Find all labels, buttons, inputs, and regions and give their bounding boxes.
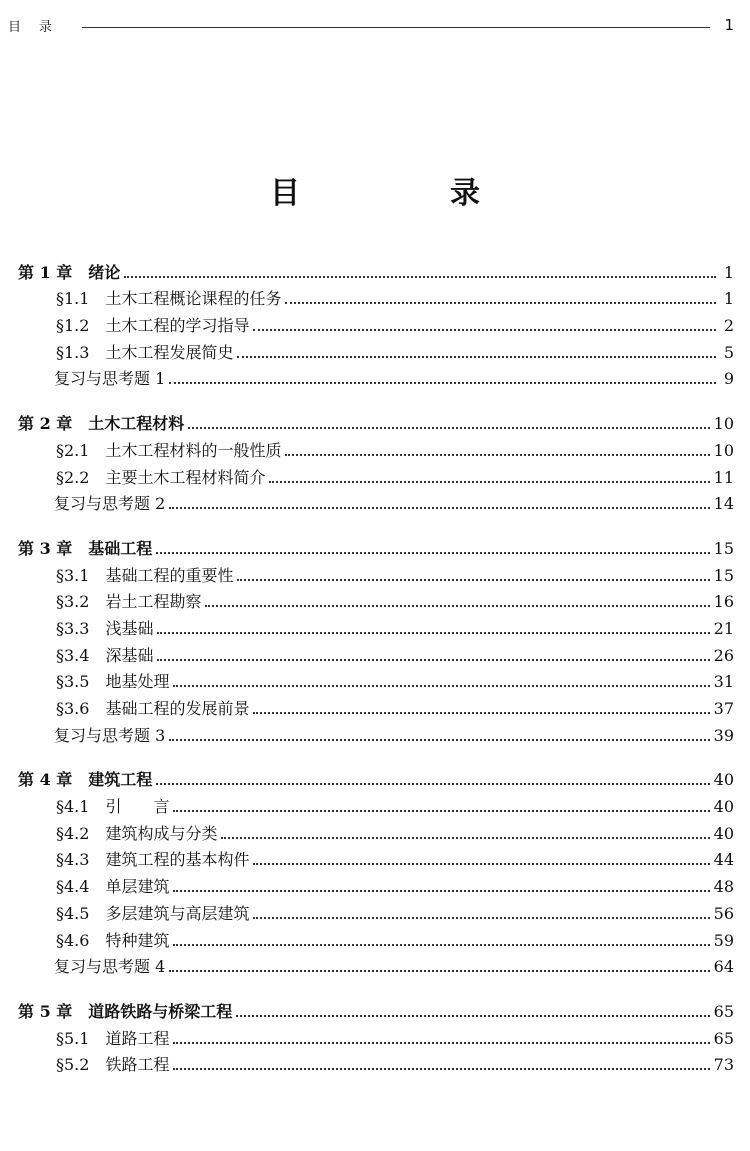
toc-entry-page: 21 [713, 618, 734, 638]
section-entry[interactable] [18, 434, 734, 461]
chapter-block [18, 407, 734, 514]
toc-entry-page: 56 [713, 903, 734, 923]
toc-entry-label: §1.2 土木工程的学习指导 [56, 316, 250, 336]
toc-entry-label: §3.1 基础工程的重要性 [56, 565, 234, 585]
toc-entry-page: 1 [723, 262, 734, 282]
toc-entry-label: §3.4 深基础 [56, 645, 154, 665]
dot-leader [169, 739, 709, 741]
dot-leader [173, 1068, 709, 1070]
toc-entry-page: 40 [713, 770, 734, 790]
dot-leader [169, 970, 709, 972]
dot-leader [157, 659, 709, 661]
toc-entry-label: 第 5 章 道路铁路与桥梁工程 [18, 1001, 233, 1021]
section-entry[interactable] [18, 461, 734, 488]
toc-entry-label: 第 1 章 绪论 [18, 262, 121, 282]
dot-leader [156, 552, 709, 554]
toc-entry-page: 11 [713, 467, 734, 487]
dot-leader [253, 863, 709, 865]
dot-leader [269, 481, 709, 483]
dot-leader [221, 837, 709, 839]
toc-entry-page: 10 [713, 440, 734, 460]
dot-leader [205, 605, 709, 607]
section-entry[interactable] [18, 692, 734, 719]
page-title: 目 录 [270, 176, 540, 211]
toc-entry-page: 1 [723, 289, 734, 309]
toc-entry-page: 59 [713, 930, 734, 950]
dot-leader [253, 712, 709, 714]
toc-entry-page: 5 [723, 342, 734, 362]
page-number: 1 [724, 16, 734, 34]
dot-leader [169, 507, 709, 509]
section-entry[interactable] [18, 1049, 734, 1076]
section-entry[interactable] [18, 897, 734, 924]
chapter-entry[interactable] [18, 256, 734, 283]
dot-leader [236, 1015, 709, 1017]
review-entry[interactable] [18, 719, 734, 746]
toc-entry-page: 9 [723, 369, 734, 389]
toc-entry-page: 2 [723, 316, 734, 336]
toc-entry-page: 39 [713, 725, 734, 745]
dot-leader [173, 1042, 709, 1044]
dot-leader [124, 276, 716, 278]
toc-entry-label: §4.2 建筑构成与分类 [56, 823, 218, 843]
toc-entry-page: 64 [713, 957, 734, 977]
section-entry[interactable] [18, 283, 734, 310]
toc-entry-label: §3.5 地基处理 [56, 672, 170, 692]
chapter-entry[interactable] [18, 995, 734, 1022]
table-of-contents [18, 256, 734, 1093]
chapter-block [18, 764, 734, 978]
dot-leader [173, 685, 709, 687]
toc-entry-label: §4.6 特种建筑 [56, 930, 170, 950]
toc-entry-label: §3.2 岩土工程勘察 [56, 592, 202, 612]
toc-entry-page: 10 [713, 414, 734, 434]
toc-entry-label: 第 4 章 建筑工程 [18, 770, 153, 790]
toc-entry-page: 40 [713, 823, 734, 843]
toc-entry-label: §5.2 铁路工程 [56, 1055, 170, 1075]
dot-leader [237, 356, 716, 358]
chapter-block [18, 256, 734, 389]
section-entry[interactable] [18, 817, 734, 844]
toc-entry-page: 37 [713, 699, 734, 718]
chapter-entry[interactable] [18, 532, 734, 559]
dot-leader [188, 427, 709, 429]
dot-leader [173, 810, 709, 812]
toc-entry-page: 16 [713, 592, 734, 612]
section-entry[interactable] [18, 309, 734, 336]
toc-entry-label: 第 2 章 土木工程材料 [18, 414, 185, 434]
toc-entry-page: 65 [713, 1028, 734, 1048]
toc-entry-label: §5.1 道路工程 [56, 1028, 170, 1048]
chapter-block [18, 995, 734, 1075]
section-entry[interactable] [18, 336, 734, 363]
section-entry[interactable] [18, 870, 734, 897]
toc-entry-page: 15 [713, 538, 734, 558]
toc-entry-label: §4.3 建筑工程的基本构件 [56, 850, 250, 870]
dot-leader [169, 382, 716, 384]
toc-entry-page: 40 [713, 797, 734, 817]
chapter-entry[interactable] [18, 764, 734, 791]
review-entry[interactable] [18, 951, 734, 978]
toc-entry-label: §4.5 多层建筑与高层建筑 [56, 903, 250, 923]
dot-leader [285, 302, 716, 304]
toc-entry-page: 44 [713, 850, 734, 870]
section-entry[interactable] [18, 586, 734, 613]
toc-entry-page: 73 [713, 1055, 734, 1075]
section-entry[interactable] [18, 844, 734, 871]
toc-entry-label: 第 3 章 基础工程 [18, 538, 153, 558]
dot-leader [173, 890, 709, 892]
header-rule [82, 27, 710, 28]
dot-leader [173, 944, 709, 946]
toc-entry-page: 31 [713, 672, 734, 692]
toc-entry-label: §2.1 土木工程材料的一般性质 [56, 440, 282, 460]
toc-entry-label: 复习与思考题 4 [54, 957, 166, 977]
dot-leader [253, 329, 716, 331]
review-entry[interactable] [18, 488, 734, 515]
section-entry[interactable] [18, 924, 734, 951]
toc-entry-label: §1.1 土木工程概论课程的任务 [56, 289, 282, 309]
section-entry[interactable] [18, 1022, 734, 1049]
running-header [8, 16, 738, 40]
section-entry[interactable] [18, 666, 734, 693]
dot-leader [157, 632, 709, 634]
toc-entry-page: 15 [713, 565, 734, 585]
toc-entry-label: §2.2 主要土木工程材料简介 [56, 467, 266, 487]
chapter-entry[interactable] [18, 407, 734, 434]
toc-entry-page: 26 [713, 645, 734, 665]
review-entry[interactable] [18, 363, 734, 390]
dot-leader [285, 454, 709, 456]
toc-entry-label: §4.1 引 言 [56, 797, 170, 817]
toc-entry-label: 复习与思考题 1 [54, 369, 166, 389]
toc-entry-page: 65 [713, 1001, 734, 1021]
running-header-title: 目录 [8, 20, 71, 35]
section-entry[interactable] [18, 612, 734, 639]
chapter-block [18, 532, 734, 746]
dot-leader [237, 579, 709, 581]
toc-entry-label: 复习与思考题 3 [54, 725, 166, 745]
toc-entry-page: 48 [713, 877, 734, 897]
toc-entry-label: §3.3 浅基础 [56, 618, 154, 638]
toc-entry-label: 复习与思考题 2 [54, 494, 166, 514]
section-entry[interactable] [18, 790, 734, 817]
toc-entry-label: §1.3 土木工程发展简史 [56, 342, 234, 362]
toc-entry-label: §4.4 单层建筑 [56, 877, 170, 897]
dot-leader [156, 783, 709, 785]
toc-entry-page: 14 [713, 494, 734, 514]
dot-leader [253, 917, 709, 919]
section-entry[interactable] [18, 639, 734, 666]
toc-entry-label: §3.6 基础工程的发展前景 [56, 699, 250, 718]
section-entry[interactable] [18, 559, 734, 586]
